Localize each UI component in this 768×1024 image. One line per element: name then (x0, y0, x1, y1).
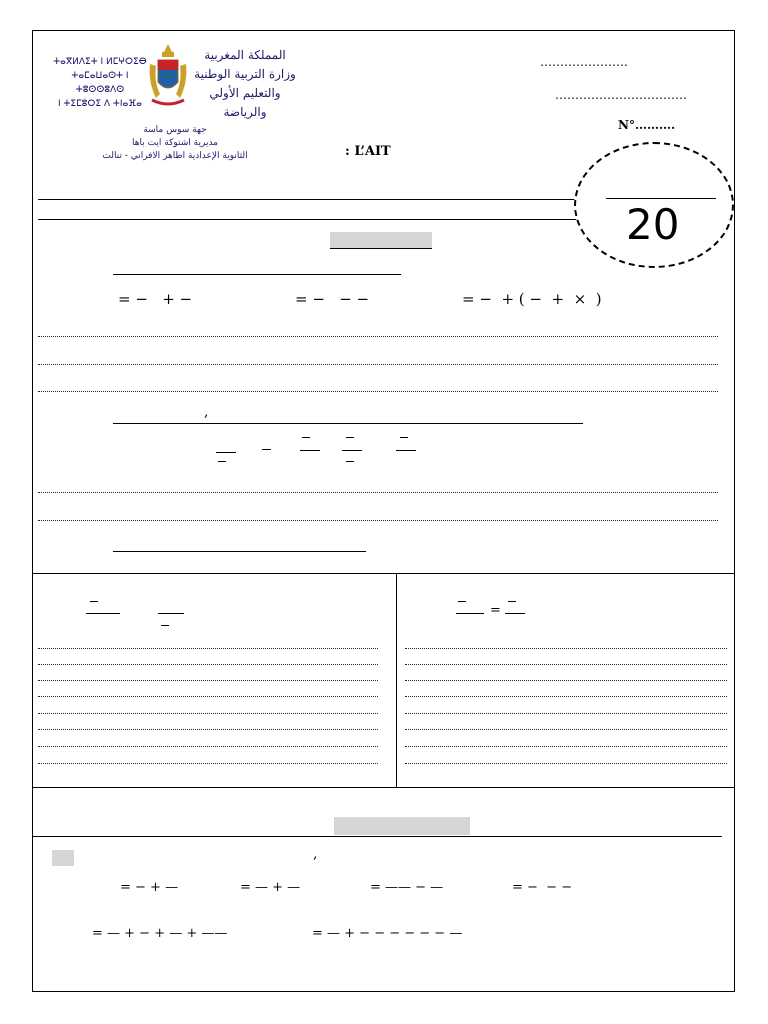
fraction-bar (262, 449, 271, 450)
answer-line[interactable] (38, 664, 378, 665)
school-line-2: مديرية اشتوكة ايت باها (131, 138, 219, 148)
answer-line[interactable] (38, 696, 378, 697)
answer-line[interactable] (405, 680, 727, 681)
fraction-bar (302, 437, 310, 438)
answer-line[interactable] (38, 729, 378, 730)
exercise-1-title-box (330, 232, 432, 249)
fraction-bar (456, 613, 484, 614)
answer-line[interactable] (38, 746, 378, 747)
exercise-2-instruction-line (113, 423, 583, 424)
answer-line[interactable] (405, 729, 727, 730)
exercise-4-separator (32, 836, 722, 837)
fraction-bar (86, 613, 120, 614)
expression-4d: = − − − (512, 880, 573, 895)
fraction-bar (458, 601, 466, 602)
arabic-line-3: والتعليم الأولي والرياضة (209, 86, 281, 119)
answer-line[interactable] (38, 763, 378, 764)
tifinagh-line-3: ⵏ ⵜⵉⵎⵓⵔⵉ ⴷ ⵜⵏⴰⴼⴰ (57, 99, 142, 109)
expression-4a: = − + — (120, 880, 179, 895)
arabic-ministry-heading (190, 46, 300, 122)
answer-line[interactable] (38, 364, 718, 365)
fraction-bar (300, 450, 320, 451)
answer-line[interactable] (38, 713, 378, 714)
header-separator-top (38, 199, 583, 200)
fraction-bar (400, 437, 408, 438)
answer-line[interactable] (405, 713, 727, 714)
answer-line[interactable] (38, 336, 718, 337)
tifinagh-line-2: ⵜⴰⵎⴰⵡⴰⵙⵜ ⵏ ⵜⵓⵙⵙⵓⴷⵙ (71, 71, 129, 95)
school-heading (80, 124, 270, 163)
score-fraction-bar (606, 198, 716, 199)
fraction-bar (216, 452, 236, 453)
answer-line[interactable] (405, 648, 727, 649)
arabic-line-2: وزارة التربية الوطنية (194, 67, 296, 81)
school-name: : L’AIT (345, 144, 391, 159)
answer-line[interactable] (38, 492, 718, 493)
exercise-4-comma: , (313, 846, 318, 862)
fraction-bar (396, 450, 416, 451)
tifinagh-line-1: ⵜⴰⴳⵍⴷⵉⵜ ⵏ ⵍⵎⵖⵔⵉⴱ (53, 57, 147, 67)
expression-4c: = —— − — (370, 880, 444, 895)
exercise-1-instruction-line (113, 274, 401, 275)
fraction-bar (346, 437, 354, 438)
exercise-2-comma: , (204, 404, 209, 420)
header-separator-bottom (38, 219, 583, 220)
expression-4f: = — + − − − − − − — (312, 926, 463, 941)
score-total: 20 (626, 200, 680, 249)
school-line-1: جهة سوس ماسة (143, 125, 207, 135)
boxes-divider (396, 573, 397, 787)
exercise-4-bullet-box (52, 850, 74, 866)
fraction-bar (158, 613, 184, 614)
fraction-bar (346, 461, 354, 462)
fraction-bar (90, 601, 98, 602)
moroccan-coat-of-arms-icon (146, 42, 190, 110)
equals-sign: = (490, 603, 501, 618)
number-field[interactable]: N°………. (618, 118, 676, 132)
exercise-4-title-box (334, 817, 470, 835)
answer-line[interactable] (405, 664, 727, 665)
answer-line[interactable] (38, 520, 718, 521)
expression-4b: = — + — (240, 880, 301, 895)
fraction-bar (218, 461, 226, 462)
exercise-3-instruction-line (113, 551, 366, 552)
answer-line[interactable] (405, 696, 727, 697)
answer-line[interactable] (38, 391, 718, 392)
expression-b: = − − − (295, 290, 370, 308)
boxes-top-border (32, 573, 735, 574)
fraction-bar (342, 450, 362, 451)
boxes-bottom-border (32, 787, 735, 788)
answer-line[interactable] (405, 763, 727, 764)
tifinagh-ministry-heading (50, 55, 150, 111)
fraction-bar (505, 613, 525, 614)
arabic-line-1: المملكة المغربية (204, 48, 286, 62)
expression-4e: = — + − + — + —— (92, 926, 228, 941)
answer-line[interactable] (405, 746, 727, 747)
answer-line[interactable] (38, 680, 378, 681)
expression-a: = − + − (118, 290, 193, 308)
name-field-dots[interactable]: …………………. (540, 55, 628, 69)
fraction-bar (508, 601, 516, 602)
fraction-bar (161, 625, 169, 626)
expression-c: = − + ( − + × ) (462, 290, 602, 308)
class-field-dots[interactable]: …………………………… (555, 88, 687, 102)
answer-line[interactable] (38, 648, 378, 649)
school-line-3: الثانوية الإعدادية اطاهر الافراني - تنالت (102, 151, 248, 161)
